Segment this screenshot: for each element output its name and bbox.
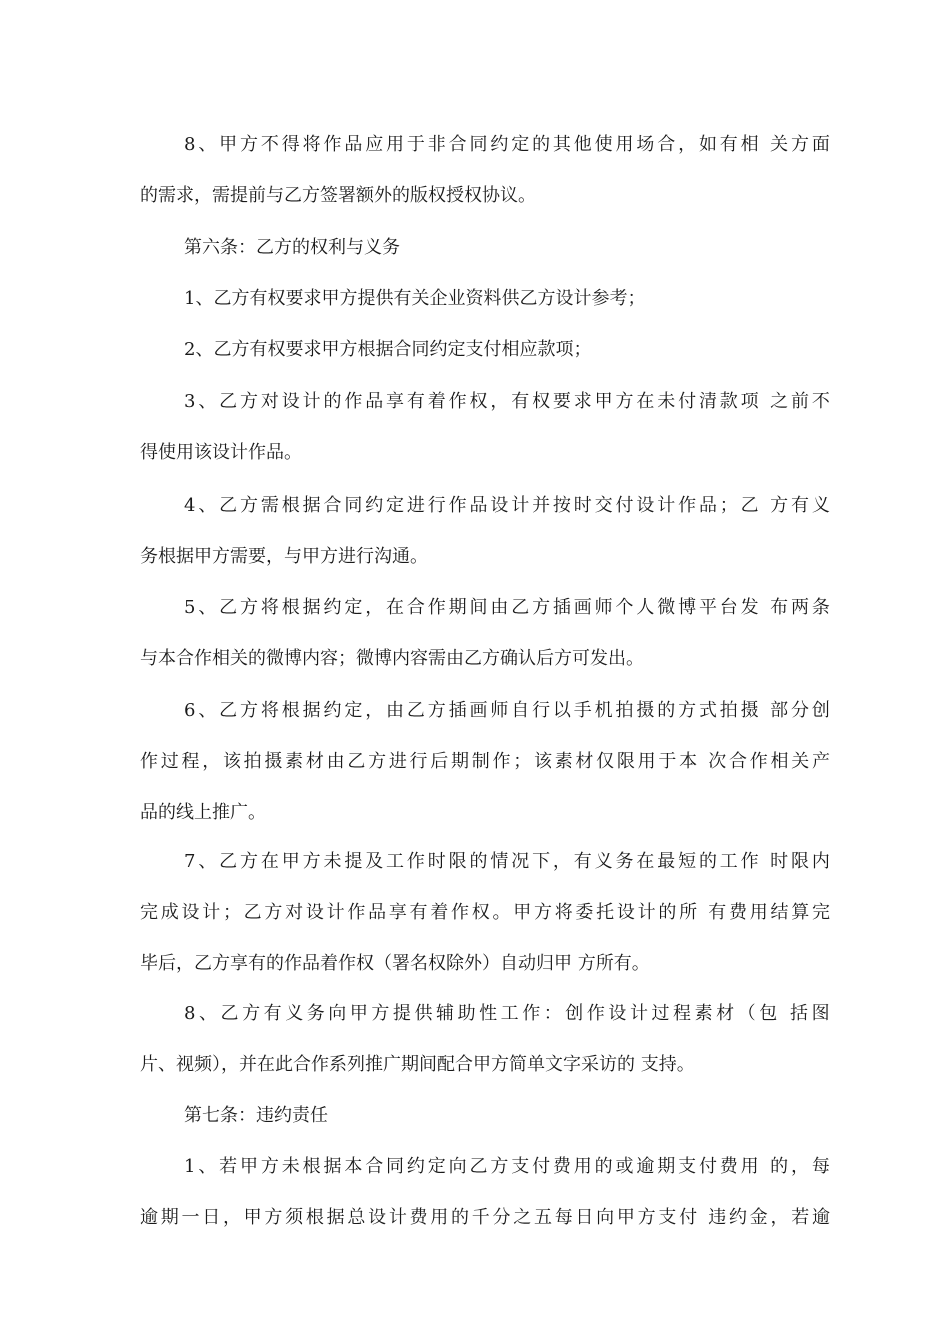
text-line: 第六条：乙方的权利与义务 xyxy=(184,237,400,258)
text-line: 6 、 乙 方 将 根 据 约 定 ， 由 乙 方 插 画 师 自 行 以 手 机 拍 摄 的 方 式 拍 摄 部 分 创 xyxy=(184,700,830,721)
text-line: 4 、 乙 方 需 根 据 合 同 约 定 进 行 作 品 设 计 并 按 时 交 付 设 计 作 品 ； 乙 方 有 义 xyxy=(184,495,830,516)
section-heading-article-6 xyxy=(140,222,830,273)
paragraph-party-b-clause-3 xyxy=(140,376,830,478)
text-line: 8 、 甲 方 不 得 将 作 品 应 用 于 非 合 同 约 定 的 其 他 使 用 场 合 ， 如 有 相 关 方 面 xyxy=(184,134,830,155)
paragraph-party-b-clause-6 xyxy=(140,685,830,838)
text-line: 务根据甲方需要，与甲方进行沟通。 xyxy=(140,546,428,567)
text-line: 与本合作相关的微博内容；微博内容需由乙方确认后方可发出。 xyxy=(140,648,644,669)
text-line: 品的线上推广。 xyxy=(140,802,266,823)
paragraph-liability-clause-1 xyxy=(140,1141,830,1243)
text-line: 完 成 设 计 ； 乙 方 对 设 计 作 品 享 有 着 作 权 。 甲 方 将 委 托 设 计 的 所 有 费 用 结 算 完 xyxy=(140,902,830,923)
text-line: 得使用该设计作品。 xyxy=(140,442,302,463)
paragraph-party-b-clause-2 xyxy=(140,324,830,375)
text-line: 逾 期 一 日 ， 甲 方 须 根 据 总 设 计 费 用 的 千 分 之 五 每 日 向 甲 方 支 付 违 约 金 ， 若 逾 xyxy=(140,1207,830,1228)
text-line: 片、视频），并在此合作系列推广期间配合甲方简单文字采访的 支持。 xyxy=(140,1054,695,1075)
paragraph-party-b-clause-7 xyxy=(140,836,830,989)
text-line: 3 、 乙 方 对 设 计 的 作 品 享 有 着 作 权 ， 有 权 要 求 甲 方 在 未 付 清 款 项 之 前 不 xyxy=(184,391,830,412)
text-line: 第七条：违约责任 xyxy=(184,1105,328,1126)
paragraph-party-b-clause-4 xyxy=(140,480,830,582)
paragraph-party-b-clause-1 xyxy=(140,273,830,324)
text-line: 1、乙方有权要求甲方提供有关企业资料供乙方设计参考； xyxy=(184,288,646,309)
text-line: 的需求，需提前与乙方签署额外的版权授权协议。 xyxy=(140,185,536,206)
text-line: 7 、 乙 方 在 甲 方 未 提 及 工 作 时 限 的 情 况 下 ， 有 义 务 在 最 短 的 工 作 时 限 内 xyxy=(184,851,830,872)
text-line: 8 、 乙 方 有 义 务 向 甲 方 提 供 辅 助 性 工 作 ： 创 作 设 计 过 程 素 材 （ 包 括 图 xyxy=(184,1003,830,1024)
text-line: 2、乙方有权要求甲方根据合同约定支付相应款项； xyxy=(184,339,592,360)
paragraph-party-a-clause-8 xyxy=(140,119,830,221)
text-line: 作 过 程 ， 该 拍 摄 素 材 由 乙 方 进 行 后 期 制 作 ； 该 素 材 仅 限 用 于 本 次 合 作 相 关 产 xyxy=(140,751,830,772)
text-line: 5 、 乙 方 将 根 据 约 定 ， 在 合 作 期 间 由 乙 方 插 画 师 个 人 微 博 平 台 发 布 两 条 xyxy=(184,597,830,618)
text-line: 1 、 若 甲 方 未 根 据 本 合 同 约 定 向 乙 方 支 付 费 用 的 或 逾 期 支 付 费 用 的 ， 每 xyxy=(184,1156,830,1177)
paragraph-party-b-clause-5 xyxy=(140,582,830,684)
text-line: 毕后，乙方享有的作品着作权（署名权除外）自动归甲 方所有。 xyxy=(140,953,650,974)
paragraph-party-b-clause-8 xyxy=(140,988,830,1090)
section-heading-article-7 xyxy=(140,1090,830,1141)
